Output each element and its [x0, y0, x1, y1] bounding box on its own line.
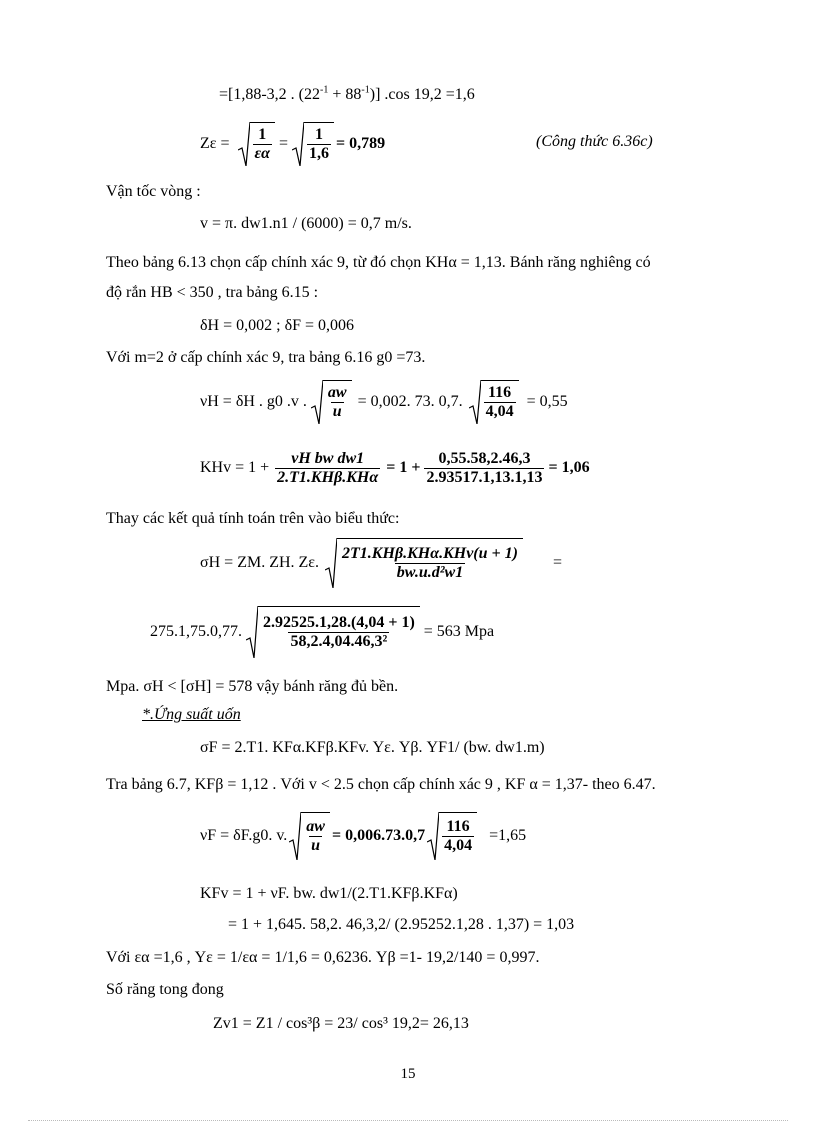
- khv-lhs: KHv = 1 +: [200, 459, 270, 476]
- sigmah-den: bw.u.d²w1: [396, 564, 464, 581]
- num-result: = 563 Mpa: [423, 623, 495, 640]
- mpa-line: Mpa. σH < [σH] = 578 vậy bánh răng đủ bền.: [106, 678, 399, 695]
- nuf-result: =1,65: [489, 827, 527, 844]
- zv-eq: Zv1 = Z1 / cos³β = 23/ cos³ 19,2= 26,13: [213, 1015, 469, 1032]
- eq-eps-sup2: -1: [361, 84, 370, 96]
- theo-bang-line-1: Theo bảng 6.13 chọn cấp chính xác 9, từ đó chọn KHα = 1,13. Bánh răng nghiêng có: [106, 254, 651, 271]
- num-den: 58,2.4,04.46,3²: [290, 633, 388, 650]
- ze-result: = 0,789: [335, 135, 386, 152]
- ze-radical-1: [238, 122, 275, 166]
- eq-eps-sup1: -1: [320, 84, 329, 96]
- nuh-radical-2: [469, 380, 519, 424]
- eq-sigma-h: [200, 538, 562, 588]
- nuf-radical-1: [289, 812, 330, 860]
- nuh-frac-num: aw: [327, 384, 347, 401]
- radical-sign-icon: [325, 538, 337, 588]
- van-toc-eq: v = π. dw1.n1 / (6000) = 0,7 m/s.: [200, 215, 412, 232]
- eq-z-epsilon: Zε = $\frac{1}{\varepsilon\alpha}$ = $\frac{1}{1,6}$ = 0,789: [200, 122, 385, 166]
- khv-frac-1: [275, 450, 380, 487]
- eq-eps-part3: )] .cos 19,2 =1,6: [369, 86, 475, 103]
- radical-sign-icon: [246, 606, 258, 658]
- delta-eq: δH = 0,002 ; δF = 0,006: [200, 317, 355, 334]
- sigmah-eq: =: [552, 554, 563, 571]
- tra-bang-line: Tra bảng 6.7, KFβ = 1,12 . Với v < 2.5 chọn cấp chính xác 9 , KF α = 1,37- theo 6.47.: [106, 776, 656, 793]
- radical-sign-icon: [238, 122, 250, 166]
- nuh-frac-den: u: [332, 403, 342, 420]
- radical-sign-icon: [427, 812, 439, 860]
- ung-suat-uon-heading: *.Ứng suất uốn: [142, 706, 241, 723]
- page-bottom-divider: [28, 1120, 788, 1121]
- voi-m-line: Với m=2 ở cấp chính xác 9, tra bảng 6.16 g0 =73.: [106, 349, 426, 366]
- kfv-line-2: = 1 + 1,645. 58,2. 46,3,2/ (2.95252.1,28 . 1,37) = 1,03: [228, 916, 575, 933]
- khv-mid: = 1 +: [386, 459, 421, 476]
- ze-num-2: 1: [314, 126, 323, 143]
- nuf-frac2-num: 116: [446, 818, 470, 835]
- ze-lhs: Zε =: [200, 135, 230, 152]
- eq-nu-h: [200, 380, 568, 424]
- nuf-frac2-den: 4,04: [444, 837, 473, 854]
- voi-eps-line: Với εα =1,6 , Yε = 1/εα = 1/1,6 = 0,6236. Yβ =1- 19,2/140 = 0,997.: [106, 949, 540, 966]
- ze-den-1: εα: [254, 145, 270, 162]
- ze-reference: (Công thức 6.36c): [536, 133, 653, 150]
- eq-epsilon-alpha: [219, 85, 475, 105]
- eq-nu-f: [200, 812, 526, 860]
- nuh-frac2-num: 116: [488, 384, 512, 401]
- ze-num: 1: [258, 126, 267, 143]
- radical-sign-icon: [292, 122, 304, 166]
- nuh-mid: = 0,002. 73. 0,7.: [357, 393, 463, 410]
- nuh-result: = 0,55: [526, 393, 568, 410]
- khv-frac-2: [424, 450, 544, 487]
- khv-den-2: 2.93517.1,13.1,13: [426, 468, 543, 486]
- radical-sign-icon: [289, 812, 301, 860]
- sigmah-lhs: σH = ZM. ZH. Zε.: [200, 554, 320, 571]
- sigmah-radical: [325, 538, 523, 588]
- nuf-frac-den: u: [311, 837, 321, 854]
- khv-result: = 1,06: [548, 459, 590, 476]
- eq-eps-part1: =[1,88-3,2 . (22: [219, 86, 321, 103]
- nuf-lhs: νF = δF.g0. v.: [200, 827, 288, 844]
- eq-eps-part2: + 88: [328, 86, 362, 103]
- nuf-radical-2: [427, 812, 477, 860]
- sigma-f-eq: σF = 2.T1. KFα.KFβ.KFv. Yε. Yβ. YF1/ (bw. dw1.m): [200, 739, 545, 756]
- radical-sign-icon: [311, 380, 323, 424]
- nuf-mid: = 0,006.73.0,7: [331, 827, 426, 844]
- so-rang-line: Số răng tong đong: [106, 981, 224, 998]
- num-radical: [246, 606, 420, 658]
- page-number: 15: [400, 1066, 416, 1082]
- khv-num: νH bw dw1: [291, 449, 365, 467]
- kfv-line-1: KFv = 1 + νF. bw. dw1/(2.T1.KFβ.KFα): [200, 885, 458, 902]
- eq-sigma-h-numeric: [150, 606, 494, 658]
- num-lhs: 275.1,75.0,77.: [150, 623, 242, 640]
- khv-den: 2.T1.KHβ.KHα: [277, 468, 379, 486]
- radical-sign-icon: [469, 380, 481, 424]
- eq-k-hv: [200, 446, 590, 490]
- ze-radical-2: [292, 122, 334, 166]
- nuf-frac-num: aw: [306, 818, 325, 835]
- van-toc-label: Vận tốc vòng :: [106, 183, 201, 200]
- nuh-frac2-den: 4,04: [485, 403, 514, 420]
- ze-den-2: 1,6: [308, 145, 329, 162]
- nuh-lhs: νH = δH . g0 .v .: [200, 393, 307, 410]
- num-num: 2.92525.1,28.(4,04 + 1): [263, 614, 415, 631]
- khv-num-2: 0,55.58,2.46,3: [438, 449, 531, 467]
- thay-cac-line: Thay các kết quả tính toán trên vào biểu thức:: [106, 510, 400, 527]
- nuh-radical-1: [311, 380, 352, 424]
- sigmah-num: 2T1.KHβ.KHα.KHv(u + 1): [342, 545, 518, 562]
- theo-bang-line-2: độ rắn HB < 350 , tra bảng 6.15 :: [106, 284, 319, 301]
